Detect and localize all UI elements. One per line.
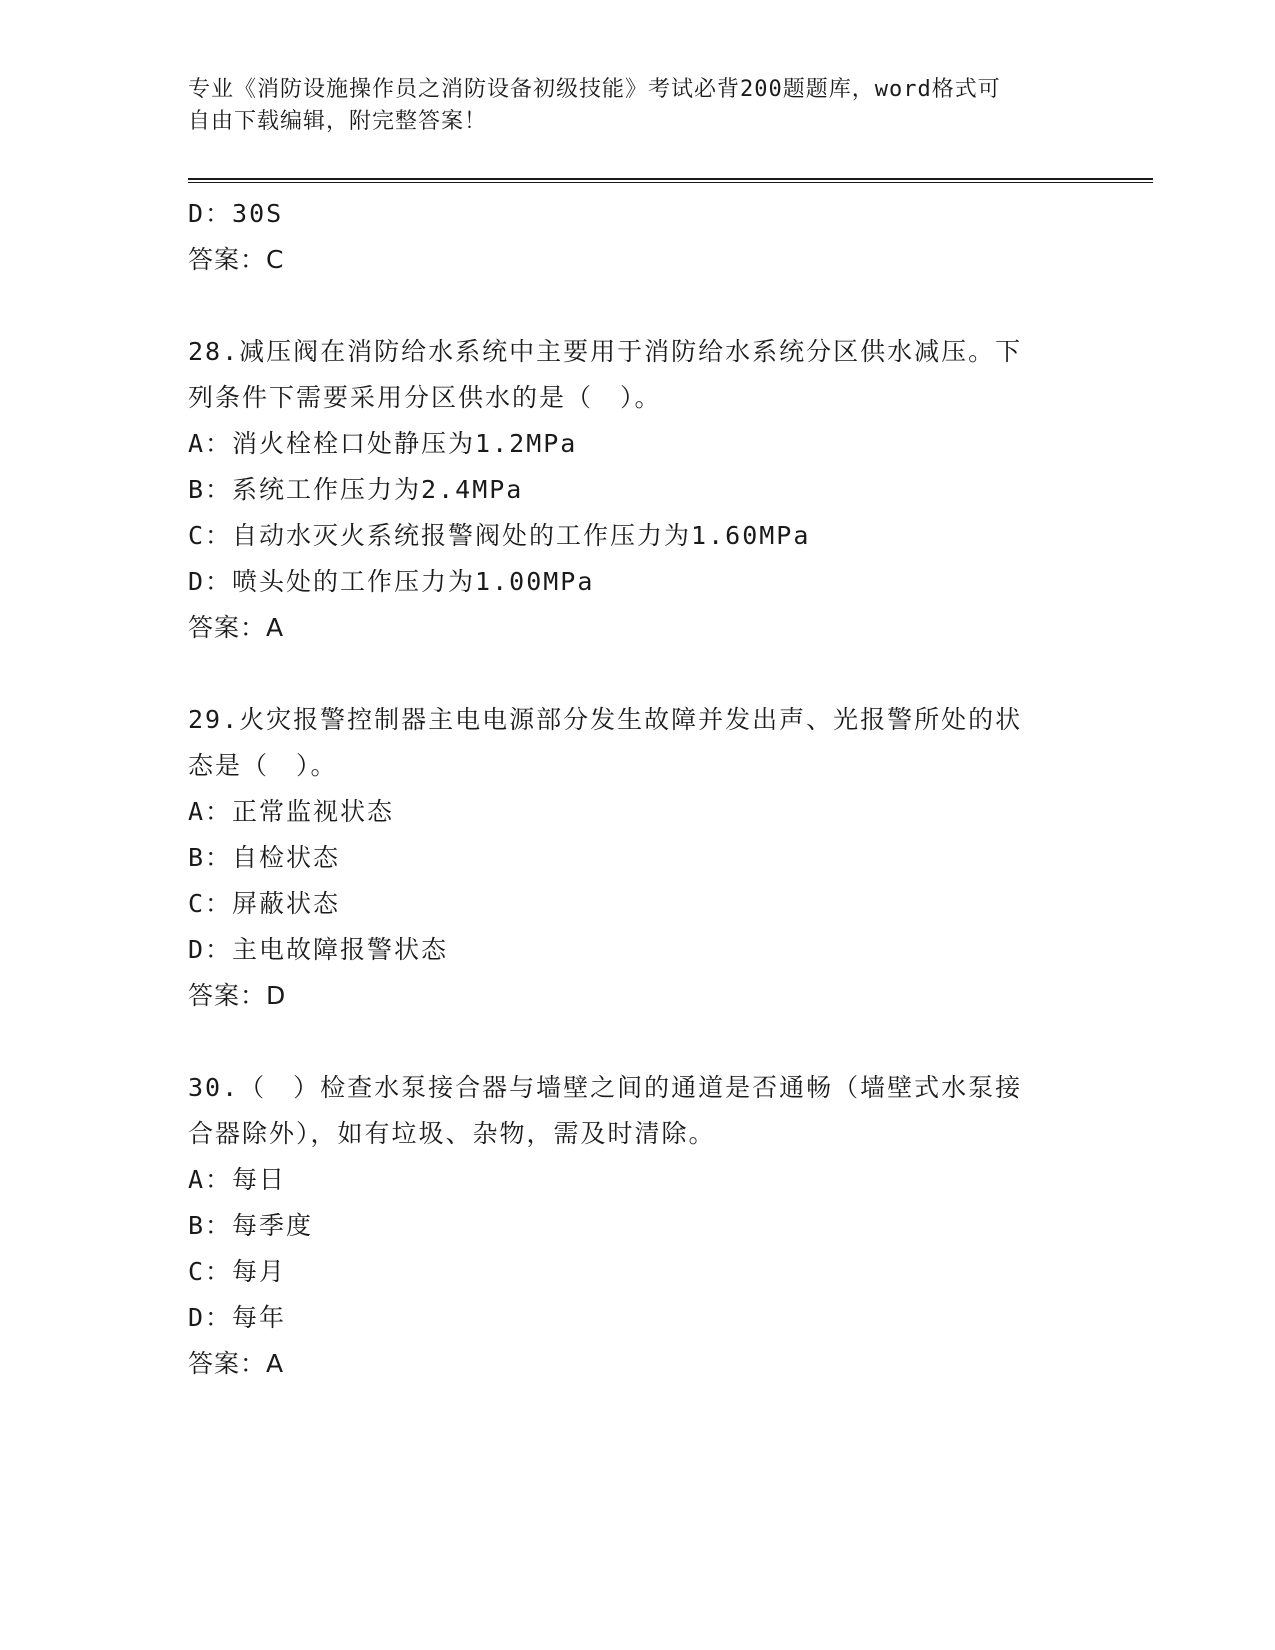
answer-label: 答案：A	[188, 613, 285, 642]
answer-label: 答案：C	[188, 245, 285, 274]
question-text-line-1: 30.（ ）检查水泵接合器与墙壁之间的通道是否通畅（墙壁式水泵接	[188, 1073, 1023, 1102]
question-text-line-1: 28.减压阀在消防给水系统中主要用于消防给水系统分区供水减压。下	[188, 337, 1023, 366]
answer-label: 答案：D	[188, 981, 287, 1010]
question-list	[188, 191, 1088, 1387]
header-divider-thin	[188, 182, 1153, 183]
header-divider-thick	[188, 178, 1153, 180]
option-c: C：自动水灭火系统报警阀处的工作压力为1.60MPa	[188, 521, 811, 550]
header-line-2: 自由下载编辑，附完整答案！	[188, 109, 488, 134]
question-29	[188, 697, 1088, 1019]
question-text-line-2: 合器除外），如有垃圾、杂物，需及时清除。	[188, 1119, 716, 1148]
option-a: A：消火栓栓口处静压为1.2MPa	[188, 429, 578, 458]
option-b: B：自检状态	[188, 843, 341, 872]
question-30	[188, 1065, 1088, 1387]
option-c: C：每月	[188, 1257, 287, 1286]
carryover-block	[188, 191, 1088, 283]
option-d: D：30S	[188, 199, 284, 228]
option-c: C：屏蔽状态	[188, 889, 341, 918]
option-b: B：系统工作压力为2.4MPa	[188, 475, 524, 504]
question-text-line-2: 态是（ ）。	[188, 751, 338, 780]
spacer	[188, 651, 1088, 697]
option-a: A：每日	[188, 1165, 287, 1194]
spacer	[188, 283, 1088, 329]
option-b: B：每季度	[188, 1211, 314, 1240]
header-line-1: 专业《消防设施操作员之消防设备初级技能》考试必背200题题库，word格式可	[188, 77, 1001, 102]
question-text-line-2: 列条件下需要采用分区供水的是（ ）。	[188, 383, 662, 412]
option-d: D：每年	[188, 1303, 287, 1332]
answer-label: 答案：A	[188, 1349, 285, 1378]
option-d: D：喷头处的工作压力为1.00MPa	[188, 567, 595, 596]
option-a: A：正常监视状态	[188, 797, 395, 826]
spacer	[188, 1019, 1088, 1065]
question-28	[188, 329, 1088, 651]
document-header	[188, 74, 1068, 138]
option-d: D：主电故障报警状态	[188, 935, 449, 964]
question-text-line-1: 29.火灾报警控制器主电电源部分发生故障并发出声、光报警所处的状	[188, 705, 1023, 734]
